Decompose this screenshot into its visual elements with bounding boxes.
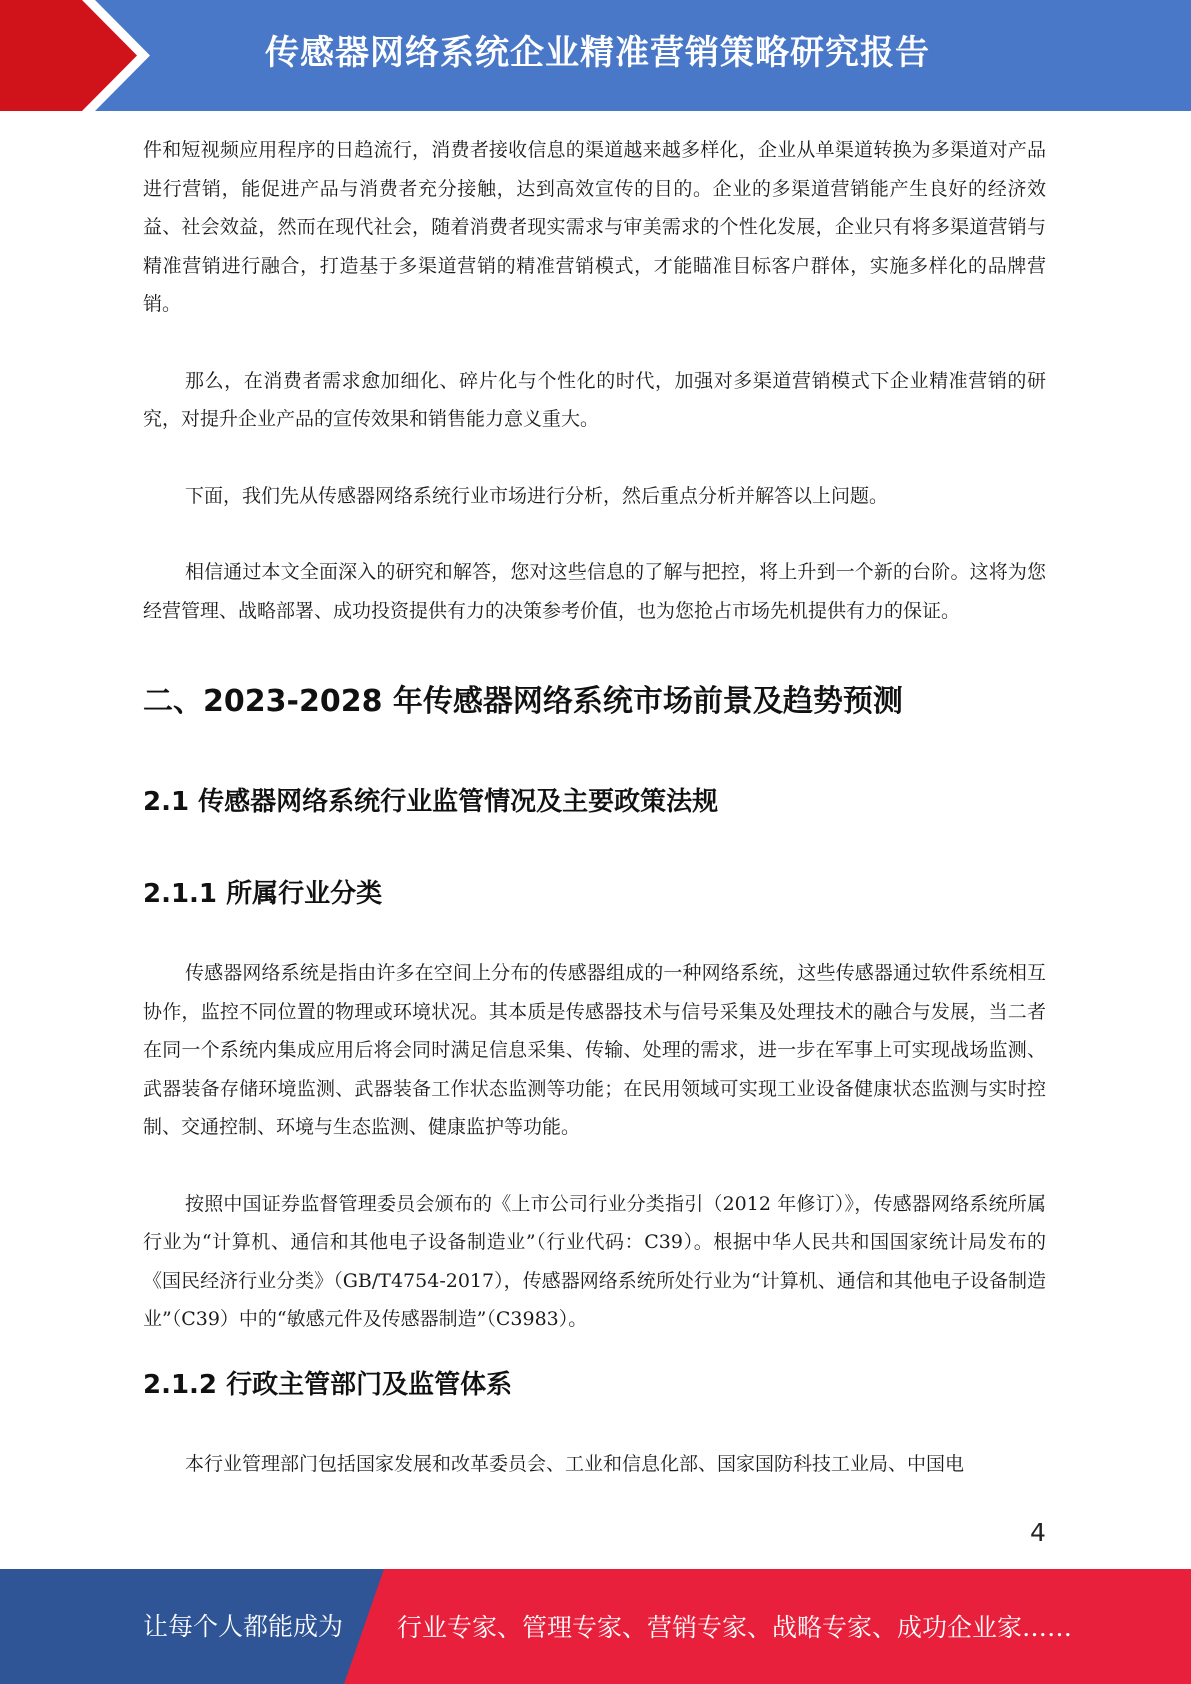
subsection-heading-2-1-1: 2.1.1 所属行业分类 xyxy=(143,879,383,909)
paragraph-sensor-network-definition: 传感器网络系统是指由许多在空间上分布的传感器组成的一种网络系统，这些传感器通过软件系统相互协作，监控不同位置的物理或环境状况。其本质是传感器技术与信号采集及处理技术的融合与发展，当二者在同一个系统内集成应用后将会同时满足信息采集、传输、处理的需求，进一步在军事上可实现战场监测、武器装备存储环境监测、武器装备工作状态监测等功能；在民用领域可实现工业设备健康状态监测与实时控制、交通控制、环境与生态监测、健康监护等功能。 xyxy=(143,962,1046,1138)
footer-band xyxy=(0,1569,1191,1684)
section-heading-2: 二、2023-2028 年传感器网络系统市场前景及趋势预测 xyxy=(143,684,903,719)
footer-slogan-right: 行业专家、管理专家、营销专家、战略专家、成功企业家…… xyxy=(397,1613,1073,1642)
report-title: 传感器网络系统企业精准营销策略研究报告 xyxy=(265,33,930,73)
subsection-heading-2-1-2: 2.1.2 行政主管部门及监管体系 xyxy=(143,1369,513,1400)
page-number: 4 xyxy=(1030,1518,1046,1547)
subsection-heading-2-1: 2.1 传感器网络系统行业监管情况及主要政策法规 xyxy=(143,787,719,817)
footer-slogan-left: 让每个人都能成为 xyxy=(143,1612,344,1641)
paragraph-industry-classification: 按照中国证券监督管理委员会颁布的《上市公司行业分类指引（2012 年修订）》，传感器网络系统所属行业为“计算机、通信和其他电子设备制造业”（行业代码：C39）。根据中华人民共和国国家统计局发布的《国民经济行业分类》（GB/T4754-2017），传感器网络系统所处行业为“计算机、通信和其他电子设备制造业”（C39）中的“敏感元件及传感器制造”（C3983）。 xyxy=(143,1192,1046,1330)
paragraph-multichannel-marketing: 件和短视频应用程序的日趋流行，消费者接收信息的渠道越来越多样化，企业从单渠道转换为多渠道对产品进行营销，能促进产品与消费者充分接触，达到高效宣传的目的。企业的多渠道营销能产生良好的经济效益、社会效益，然而在现代社会，随着消费者现实需求与审美需求的个性化发展，企业只有将多渠道营销与精准营销进行融合，打造基于多渠道营销的精准营销模式，才能瞄准目标客户群体，实施多样化的品牌营销。 xyxy=(143,139,1046,315)
paragraph-analysis-outline: 下面，我们先从传感器网络系统行业市场进行分析，然后重点分析并解答以上问题。 xyxy=(185,484,889,507)
header-band xyxy=(0,0,1191,111)
header-arrow-decoration xyxy=(0,0,160,111)
document-body xyxy=(143,131,1046,1483)
paragraph-regulatory-authorities: 本行业管理部门包括国家发展和改革委员会、工业和信息化部、国家国防科技工业局、中国电 xyxy=(185,1452,965,1475)
paragraph-value-statement: 相信通过本文全面深入的研究和解答，您对这些信息的了解与把控，将上升到一个新的台阶。这将为您经营管理、战略部署、成功投资提供有力的决策参考价值，也为您抢占市场先机提供有力的保证。 xyxy=(143,561,1046,622)
paragraph-research-significance: 那么，在消费者需求愈加细化、碎片化与个性化的时代，加强对多渠道营销模式下企业精准营销的研究，对提升企业产品的宣传效果和销售能力意义重大。 xyxy=(143,369,1046,430)
